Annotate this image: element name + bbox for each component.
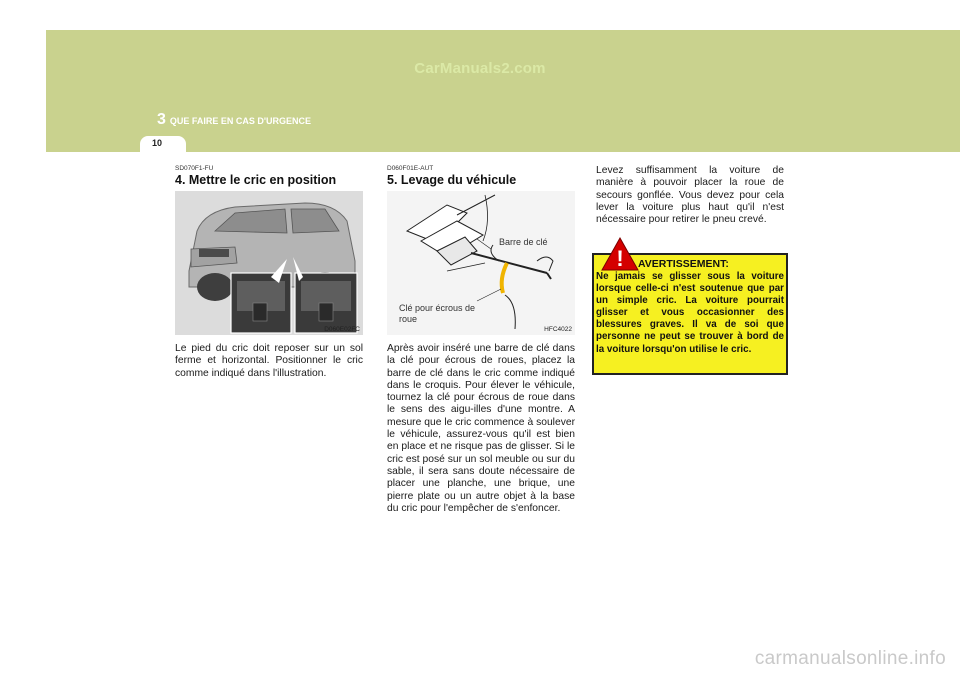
section-5-title: 5. Levage du véhicule xyxy=(387,173,517,187)
figure-code-hfc4022: HFC4022 xyxy=(544,326,572,333)
page-tab xyxy=(140,136,186,152)
page-number: 10 xyxy=(152,138,163,148)
watermark-carmanuals2[interactable]: CarManuals2.com xyxy=(414,60,546,77)
chapter-title: QUE FAIRE EN CAS D'URGENCE xyxy=(169,116,312,126)
section-5-column xyxy=(387,165,575,515)
chapter-header xyxy=(157,111,311,129)
callout-wheel-nut-wrench: Clé pour écrous de roue xyxy=(399,303,476,324)
warning-text: Ne jamais se glisser sous la voiture lorsque celle-ci n'est soutenue que par un simple cric. La voiture pourrait glisser et vous occasionner des blessures graves. Il va de soi que personne ne peut se trouver à bord de la voiture lorsqu'on utilise le cric. xyxy=(596,271,784,355)
section-4-column xyxy=(175,165,363,380)
footer-watermark[interactable]: carmanualsonline.info xyxy=(754,648,946,669)
section-4-body: Le pied du cric doit reposer sur un sol ferme et horizontal. Positionner le cric comme indiqué dans l'illustration. xyxy=(175,343,363,379)
car-jack-illustration xyxy=(175,191,363,335)
header-band xyxy=(46,30,960,152)
lift-instructions-column xyxy=(596,165,784,226)
warning-triangle-icon xyxy=(601,237,639,271)
jack-position-figure xyxy=(175,191,363,335)
warning-title: AVERTISSEMENT: xyxy=(638,258,729,270)
section-5-code: D060F01E-AUT xyxy=(387,165,434,172)
warning-exclamation: ! xyxy=(616,246,624,271)
callout-wrench-bar: Barre de clé xyxy=(499,237,548,247)
section-5-body: Après avoir inséré une barre de clé dans la clé pour écrous de roues, placez la barre de clé dans le cric comme indiqué dans le croquis. Pour élever le véhicule, tournez la clé pour écrous de roue dans le sens des aigu-illes d'une montre. A mesure que le cric commence à soulever le véhicule, assurez-vous qu'il est bien en place et ne risque pas de glisser. Si le cric est posé sur un sol meuble ou sur du sable, il sera sans doute nécessaire de placer une planche, une brique, une pierre plate ou un autre objet à la base du cric pour l'empêcher de s'enfoncer. xyxy=(387,343,575,514)
lifting-figure xyxy=(387,191,575,335)
lift-instructions-text: Levez suffisamment la voiture de manière à pouvoir placer la roue de secours gonflée. Vous devez pour cela lever la voiture plus haut qu'il n'est nécessaire pour retirer le pneu crevé. xyxy=(596,165,784,226)
section-4-code: SD070F1-FU xyxy=(175,165,214,172)
chapter-number: 3 xyxy=(157,111,166,128)
figure-code-d060e02fc: D060E02FC xyxy=(324,326,360,333)
section-4-title: 4. Mettre le cric en position xyxy=(175,173,337,187)
